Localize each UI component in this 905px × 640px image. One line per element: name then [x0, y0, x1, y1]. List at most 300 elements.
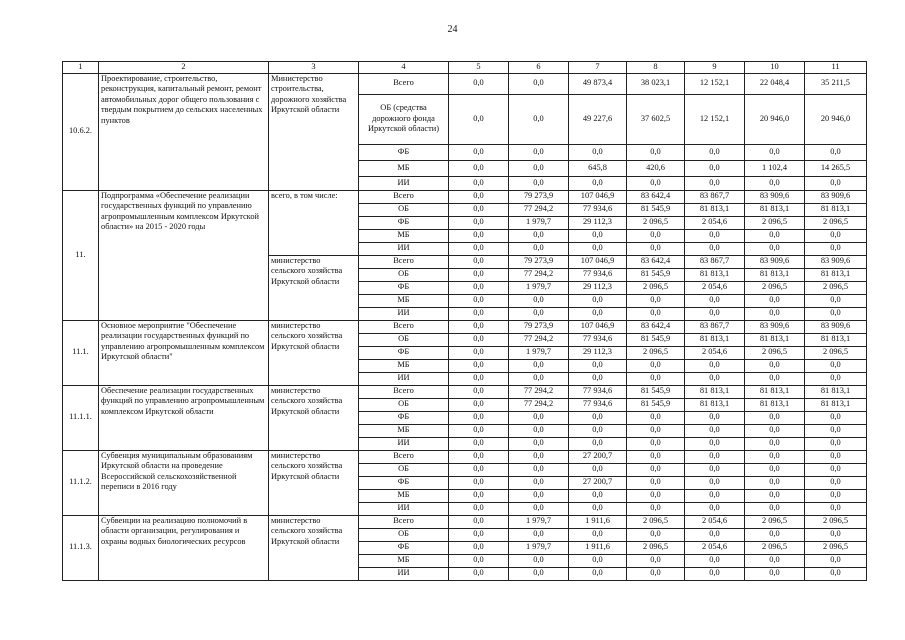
responsible-executor: министерство сельского хозяйства Иркутской области [269, 320, 359, 385]
amount-cell: 0,0 [449, 385, 509, 398]
funding-source: МБ [359, 359, 449, 372]
funding-source: МБ [359, 294, 449, 307]
responsible-executor: министерство сельского хозяйства Иркутской области [269, 255, 359, 320]
amount-cell: 83 642,4 [627, 320, 685, 333]
amount-cell: 2 054,6 [685, 515, 745, 528]
amount-cell: 49 873,4 [569, 73, 627, 94]
amount-cell: 0,0 [745, 450, 805, 463]
amount-cell: 0,0 [509, 307, 569, 320]
amount-cell: 38 023,1 [627, 73, 685, 94]
amount-cell: 0,0 [745, 372, 805, 385]
amount-cell: 0,0 [685, 144, 745, 160]
amount-cell: 0,0 [449, 242, 509, 255]
amount-cell: 1 102,4 [745, 160, 805, 176]
amount-cell: 2 096,5 [745, 541, 805, 554]
amount-cell: 2 096,5 [627, 541, 685, 554]
amount-cell: 0,0 [745, 489, 805, 502]
amount-cell: 0,0 [449, 255, 509, 268]
funding-source: ИИ [359, 372, 449, 385]
amount-cell: 0,0 [805, 242, 867, 255]
amount-cell: 81 545,9 [627, 203, 685, 216]
funding-source: МБ [359, 424, 449, 437]
item-name: Проектирование, строительство, реконструкция, капитальный ремонт, ремонт автомобильных дорог общего пользования с твердым покрытием до сельских населенных пунктов [99, 73, 269, 190]
amount-cell: 0,0 [569, 528, 627, 541]
amount-cell: 0,0 [627, 437, 685, 450]
amount-cell: 0,0 [509, 528, 569, 541]
amount-cell: 83 909,6 [745, 190, 805, 203]
amount-cell: 0,0 [805, 144, 867, 160]
item-name: Основное мероприятие "Обеспечение реализации государственных функций по управлению агропромышленным комплексом Иркутской области" [99, 320, 269, 385]
col-header: 4 [359, 62, 449, 74]
amount-cell: 2 054,6 [685, 281, 745, 294]
amount-cell: 29 112,3 [569, 216, 627, 229]
amount-cell: 2 096,5 [805, 216, 867, 229]
amount-cell: 0,0 [745, 411, 805, 424]
amount-cell: 0,0 [627, 359, 685, 372]
amount-cell: 0,0 [449, 359, 509, 372]
amount-cell: 0,0 [509, 476, 569, 489]
amount-cell: 0,0 [745, 502, 805, 515]
amount-cell: 0,0 [569, 144, 627, 160]
item-name: Подпрограмма «Обеспечение реализации государственных функций по управлению агропромышленным комплексом Иркутской области» на 2015 - 2020 годы [99, 190, 269, 320]
amount-cell: 0,0 [627, 307, 685, 320]
amount-cell: 0,0 [627, 424, 685, 437]
funding-source: ИИ [359, 176, 449, 190]
amount-cell: 107 046,9 [569, 190, 627, 203]
amount-cell: 77 294,2 [509, 333, 569, 346]
funding-source: Всего [359, 515, 449, 528]
amount-cell: 0,0 [449, 346, 509, 359]
amount-cell: 83 642,4 [627, 255, 685, 268]
amount-cell: 0,0 [627, 489, 685, 502]
amount-cell: 0,0 [569, 372, 627, 385]
amount-cell: 0,0 [805, 502, 867, 515]
item-code: 10.6.2. [63, 73, 99, 190]
amount-cell: 20 946,0 [745, 94, 805, 144]
amount-cell: 77 294,2 [509, 385, 569, 398]
amount-cell: 81 813,1 [805, 268, 867, 281]
amount-cell: 81 813,1 [685, 398, 745, 411]
amount-cell: 83 909,6 [745, 255, 805, 268]
amount-cell: 0,0 [449, 372, 509, 385]
responsible-executor: министерство сельского хозяйства Иркутской области [269, 515, 359, 580]
funding-source: ИИ [359, 502, 449, 515]
amount-cell: 0,0 [745, 144, 805, 160]
amount-cell: 77 934,6 [569, 333, 627, 346]
amount-cell: 0,0 [449, 398, 509, 411]
amount-cell: 83 867,7 [685, 320, 745, 333]
amount-cell: 0,0 [569, 307, 627, 320]
amount-cell: 0,0 [805, 463, 867, 476]
amount-cell: 81 813,1 [685, 385, 745, 398]
amount-cell: 0,0 [627, 411, 685, 424]
amount-cell: 77 294,2 [509, 268, 569, 281]
amount-cell: 81 813,1 [685, 268, 745, 281]
amount-cell: 83 909,6 [805, 255, 867, 268]
col-header: 9 [685, 62, 745, 74]
col-header: 10 [745, 62, 805, 74]
amount-cell: 0,0 [805, 567, 867, 580]
amount-cell: 81 813,1 [745, 268, 805, 281]
amount-cell: 81 545,9 [627, 333, 685, 346]
amount-cell: 645,8 [569, 160, 627, 176]
amount-cell: 0,0 [569, 437, 627, 450]
amount-cell: 0,0 [449, 541, 509, 554]
amount-cell: 0,0 [627, 372, 685, 385]
amount-cell: 0,0 [449, 268, 509, 281]
amount-cell: 12 152,1 [685, 73, 745, 94]
amount-cell: 0,0 [745, 554, 805, 567]
amount-cell: 0,0 [509, 489, 569, 502]
funding-source: Всего [359, 450, 449, 463]
funding-source: ФБ [359, 476, 449, 489]
funding-source: МБ [359, 160, 449, 176]
amount-cell: 81 545,9 [627, 268, 685, 281]
table-row [63, 385, 867, 398]
amount-cell: 0,0 [685, 502, 745, 515]
item-code: 11.1.1. [63, 385, 99, 450]
amount-cell: 2 096,5 [805, 515, 867, 528]
amount-cell: 0,0 [509, 94, 569, 144]
table-row [63, 450, 867, 463]
funding-source: ОБ [359, 203, 449, 216]
funding-source: ИИ [359, 307, 449, 320]
amount-cell: 0,0 [509, 567, 569, 580]
amount-cell: 81 813,1 [805, 385, 867, 398]
amount-cell: 2 096,5 [745, 346, 805, 359]
amount-cell: 83 909,6 [805, 190, 867, 203]
amount-cell: 0,0 [627, 463, 685, 476]
amount-cell: 20 946,0 [805, 94, 867, 144]
item-code: 11.1.2. [63, 450, 99, 515]
amount-cell: 0,0 [569, 411, 627, 424]
amount-cell: 0,0 [805, 528, 867, 541]
amount-cell: 0,0 [509, 463, 569, 476]
amount-cell: 0,0 [509, 144, 569, 160]
amount-cell: 77 294,2 [509, 203, 569, 216]
amount-cell: 0,0 [805, 294, 867, 307]
amount-cell: 2 096,5 [627, 346, 685, 359]
item-code: 11.1. [63, 320, 99, 385]
amount-cell: 0,0 [745, 229, 805, 242]
item-code: 11.1.3. [63, 515, 99, 580]
funding-source: ОБ [359, 333, 449, 346]
amount-cell: 1 911,6 [569, 515, 627, 528]
amount-cell: 0,0 [569, 294, 627, 307]
amount-cell: 0,0 [449, 502, 509, 515]
amount-cell: 420,6 [627, 160, 685, 176]
amount-cell: 0,0 [745, 242, 805, 255]
amount-cell: 0,0 [685, 450, 745, 463]
amount-cell: 0,0 [449, 528, 509, 541]
amount-cell: 0,0 [685, 411, 745, 424]
amount-cell: 79 273,9 [509, 320, 569, 333]
amount-cell: 0,0 [509, 160, 569, 176]
amount-cell: 0,0 [449, 463, 509, 476]
item-name: Обеспечение реализации государственных функций по управлению агропромышленным комплексом Иркутской области [99, 385, 269, 450]
amount-cell: 1 979,7 [509, 346, 569, 359]
amount-cell: 0,0 [449, 515, 509, 528]
amount-cell: 0,0 [449, 176, 509, 190]
amount-cell: 0,0 [685, 476, 745, 489]
amount-cell: 0,0 [449, 320, 509, 333]
header-row [63, 62, 867, 74]
table-row [63, 320, 867, 333]
amount-cell: 0,0 [627, 450, 685, 463]
amount-cell: 0,0 [449, 307, 509, 320]
amount-cell: 0,0 [509, 424, 569, 437]
amount-cell: 0,0 [627, 294, 685, 307]
amount-cell: 0,0 [449, 476, 509, 489]
amount-cell: 0,0 [805, 307, 867, 320]
amount-cell: 12 152,1 [685, 94, 745, 144]
amount-cell: 0,0 [745, 307, 805, 320]
amount-cell: 2 096,5 [627, 216, 685, 229]
amount-cell: 0,0 [569, 463, 627, 476]
funding-source: Всего [359, 190, 449, 203]
funding-source: ФБ [359, 281, 449, 294]
amount-cell: 0,0 [805, 437, 867, 450]
amount-cell: 0,0 [449, 567, 509, 580]
page-number: 24 [447, 24, 458, 35]
funding-source: ФБ [359, 144, 449, 160]
amount-cell: 0,0 [685, 463, 745, 476]
amount-cell: 83 909,6 [805, 320, 867, 333]
amount-cell: 0,0 [449, 554, 509, 567]
amount-cell: 0,0 [627, 528, 685, 541]
table-row [63, 190, 867, 203]
amount-cell: 2 096,5 [805, 281, 867, 294]
amount-cell: 0,0 [449, 450, 509, 463]
amount-cell: 0,0 [745, 528, 805, 541]
amount-cell: 0,0 [685, 160, 745, 176]
amount-cell: 0,0 [449, 229, 509, 242]
amount-cell: 0,0 [685, 437, 745, 450]
amount-cell: 83 909,6 [745, 320, 805, 333]
amount-cell: 0,0 [805, 359, 867, 372]
funding-source: МБ [359, 489, 449, 502]
amount-cell: 79 273,9 [509, 255, 569, 268]
amount-cell: 0,0 [449, 294, 509, 307]
amount-cell: 37 602,5 [627, 94, 685, 144]
amount-cell: 77 934,6 [569, 203, 627, 216]
amount-cell: 0,0 [685, 242, 745, 255]
amount-cell: 0,0 [449, 160, 509, 176]
amount-cell: 0,0 [569, 242, 627, 255]
funding-source: ИИ [359, 242, 449, 255]
amount-cell: 0,0 [569, 567, 627, 580]
amount-cell: 83 642,4 [627, 190, 685, 203]
amount-cell: 107 046,9 [569, 320, 627, 333]
amount-cell: 0,0 [509, 73, 569, 94]
amount-cell: 0,0 [745, 567, 805, 580]
amount-cell: 14 265,5 [805, 160, 867, 176]
amount-cell: 0,0 [685, 307, 745, 320]
funding-source: ФБ [359, 411, 449, 424]
col-header: 3 [269, 62, 359, 74]
amount-cell: 0,0 [627, 554, 685, 567]
amount-cell: 0,0 [685, 489, 745, 502]
amount-cell: 0,0 [449, 281, 509, 294]
table-row [63, 73, 867, 94]
col-header: 6 [509, 62, 569, 74]
budget-table [62, 61, 867, 581]
amount-cell: 0,0 [569, 554, 627, 567]
amount-cell: 0,0 [685, 567, 745, 580]
funding-source: Всего [359, 73, 449, 94]
amount-cell: 0,0 [449, 411, 509, 424]
col-header: 1 [63, 62, 99, 74]
amount-cell: 2 054,6 [685, 346, 745, 359]
amount-cell: 77 934,6 [569, 398, 627, 411]
amount-cell: 0,0 [449, 424, 509, 437]
amount-cell: 0,0 [509, 242, 569, 255]
amount-cell: 81 545,9 [627, 398, 685, 411]
funding-source: ОБ (средства дорожного фонда Иркутской области) [359, 94, 449, 144]
amount-cell: 0,0 [449, 333, 509, 346]
amount-cell: 0,0 [569, 502, 627, 515]
amount-cell: 107 046,9 [569, 255, 627, 268]
amount-cell: 0,0 [685, 528, 745, 541]
funding-source: ФБ [359, 541, 449, 554]
amount-cell: 0,0 [569, 176, 627, 190]
amount-cell: 1 979,7 [509, 216, 569, 229]
amount-cell: 0,0 [509, 229, 569, 242]
amount-cell: 29 112,3 [569, 281, 627, 294]
funding-source: ОБ [359, 398, 449, 411]
amount-cell: 0,0 [449, 203, 509, 216]
amount-cell: 0,0 [627, 476, 685, 489]
amount-cell: 0,0 [509, 372, 569, 385]
item-code: 11. [63, 190, 99, 320]
amount-cell: 0,0 [509, 176, 569, 190]
amount-cell: 27 200,7 [569, 476, 627, 489]
col-header: 5 [449, 62, 509, 74]
col-header: 7 [569, 62, 627, 74]
amount-cell: 0,0 [449, 190, 509, 203]
amount-cell: 2 096,5 [745, 281, 805, 294]
amount-cell: 1 979,7 [509, 515, 569, 528]
amount-cell: 0,0 [509, 554, 569, 567]
amount-cell: 0,0 [509, 450, 569, 463]
amount-cell: 0,0 [685, 294, 745, 307]
amount-cell: 0,0 [569, 229, 627, 242]
responsible-executor: всего, в том числе: [269, 190, 359, 255]
amount-cell: 2 096,5 [745, 216, 805, 229]
amount-cell: 0,0 [745, 476, 805, 489]
amount-cell: 0,0 [745, 359, 805, 372]
amount-cell: 0,0 [745, 294, 805, 307]
amount-cell: 0,0 [509, 294, 569, 307]
amount-cell: 83 867,7 [685, 190, 745, 203]
amount-cell: 81 813,1 [685, 333, 745, 346]
amount-cell: 0,0 [805, 554, 867, 567]
amount-cell: 0,0 [805, 372, 867, 385]
amount-cell: 0,0 [805, 450, 867, 463]
amount-cell: 0,0 [569, 424, 627, 437]
amount-cell: 81 813,1 [805, 398, 867, 411]
amount-cell: 0,0 [449, 144, 509, 160]
amount-cell: 2 096,5 [805, 541, 867, 554]
amount-cell: 81 813,1 [745, 203, 805, 216]
amount-cell: 77 934,6 [569, 385, 627, 398]
item-name: Субвенция муниципальным образованиям Иркутской области на проведение Всероссийской сельскохозяйственной переписи в 2016 году [99, 450, 269, 515]
amount-cell: 2 096,5 [627, 281, 685, 294]
amount-cell: 0,0 [627, 567, 685, 580]
amount-cell: 1 979,7 [509, 541, 569, 554]
funding-source: Всего [359, 385, 449, 398]
amount-cell: 0,0 [569, 489, 627, 502]
amount-cell: 83 867,7 [685, 255, 745, 268]
amount-cell: 0,0 [449, 73, 509, 94]
amount-cell: 49 227,6 [569, 94, 627, 144]
amount-cell: 27 200,7 [569, 450, 627, 463]
amount-cell: 0,0 [627, 502, 685, 515]
amount-cell: 0,0 [685, 554, 745, 567]
amount-cell: 0,0 [805, 229, 867, 242]
amount-cell: 0,0 [449, 216, 509, 229]
amount-cell: 2 096,5 [627, 515, 685, 528]
table-row [63, 515, 867, 528]
amount-cell: 0,0 [509, 502, 569, 515]
amount-cell: 81 813,1 [685, 203, 745, 216]
funding-source: ФБ [359, 216, 449, 229]
amount-cell: 0,0 [509, 411, 569, 424]
funding-source: Всего [359, 320, 449, 333]
funding-source: ИИ [359, 437, 449, 450]
col-header: 2 [99, 62, 269, 74]
amount-cell: 0,0 [805, 411, 867, 424]
amount-cell: 81 813,1 [805, 203, 867, 216]
amount-cell: 1 979,7 [509, 281, 569, 294]
funding-source: ИИ [359, 567, 449, 580]
funding-source: МБ [359, 554, 449, 567]
funding-source: ФБ [359, 346, 449, 359]
amount-cell: 0,0 [449, 94, 509, 144]
funding-source: Всего [359, 255, 449, 268]
amount-cell: 0,0 [569, 359, 627, 372]
amount-cell: 81 813,1 [745, 385, 805, 398]
item-name: Субвенции на реализацию полномочий в области организации, регулирования и охраны водных биологических ресурсов [99, 515, 269, 580]
amount-cell: 0,0 [627, 229, 685, 242]
amount-cell: 0,0 [449, 489, 509, 502]
amount-cell: 0,0 [805, 476, 867, 489]
amount-cell: 0,0 [627, 144, 685, 160]
funding-source: МБ [359, 229, 449, 242]
amount-cell: 0,0 [685, 176, 745, 190]
amount-cell: 35 211,5 [805, 73, 867, 94]
amount-cell: 0,0 [805, 424, 867, 437]
table-body [63, 62, 867, 581]
amount-cell: 79 273,9 [509, 190, 569, 203]
funding-source: ОБ [359, 463, 449, 476]
amount-cell: 0,0 [627, 242, 685, 255]
amount-cell: 0,0 [685, 372, 745, 385]
amount-cell: 2 054,6 [685, 541, 745, 554]
amount-cell: 81 813,1 [745, 333, 805, 346]
amount-cell: 0,0 [509, 437, 569, 450]
amount-cell: 0,0 [685, 424, 745, 437]
amount-cell: 77 294,2 [509, 398, 569, 411]
amount-cell: 2 096,5 [745, 515, 805, 528]
responsible-executor: министерство сельского хозяйства Иркутской области [269, 450, 359, 515]
amount-cell: 0,0 [685, 359, 745, 372]
amount-cell: 0,0 [745, 437, 805, 450]
amount-cell: 0,0 [745, 424, 805, 437]
amount-cell: 0,0 [685, 229, 745, 242]
amount-cell: 29 112,3 [569, 346, 627, 359]
amount-cell: 0,0 [745, 176, 805, 190]
